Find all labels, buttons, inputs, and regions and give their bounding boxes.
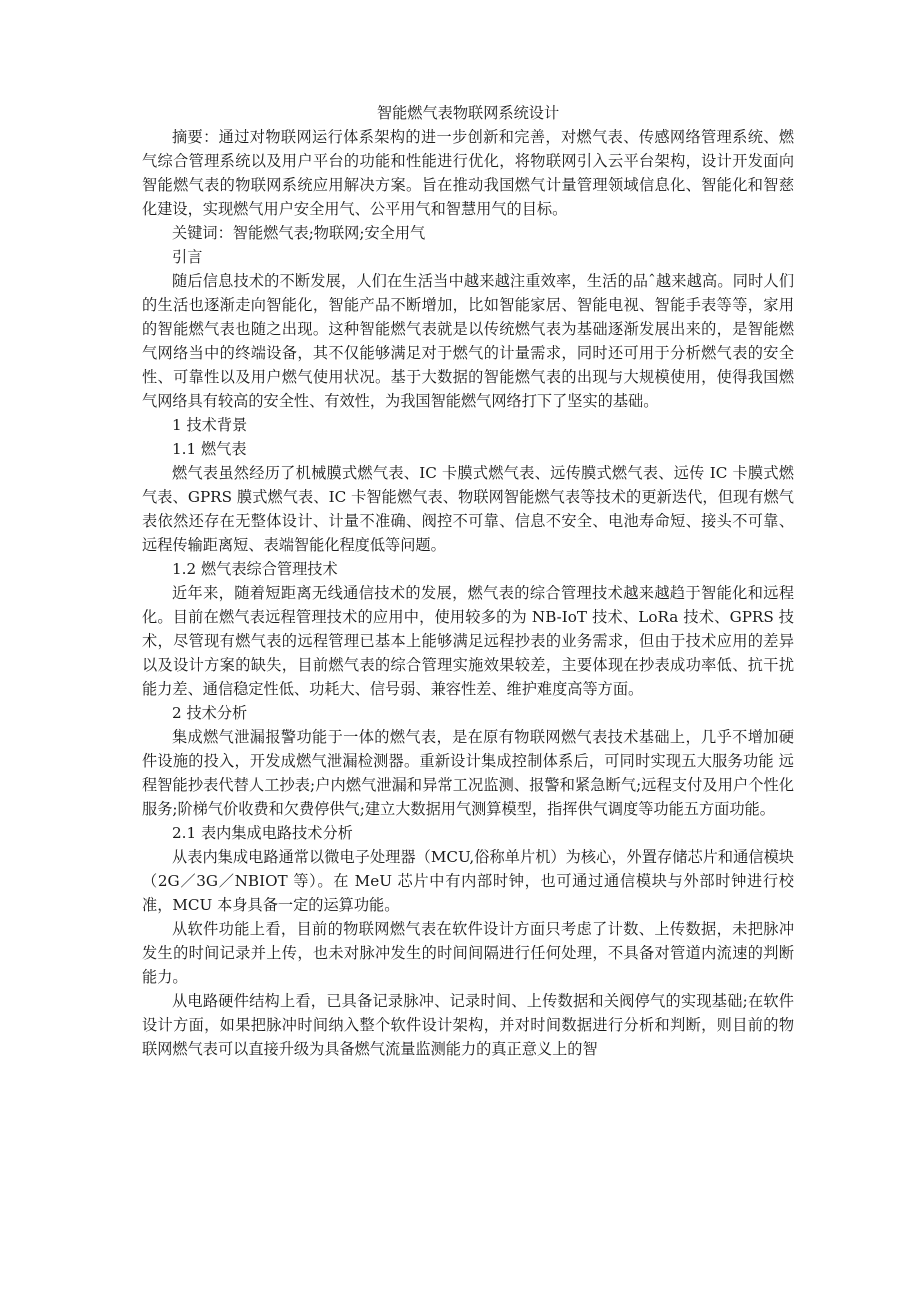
- abstract-paragraph: 摘要：通过对物联网运行体系架构的进一步创新和完善，对燃气表、传感网络管理系统、燃气综合管理系统以及用户平台的功能和性能进行优化，将物联网引入云平台架构，设计开发面向智能燃气表的物联网系统应用解决方案。旨在推动我国燃气计量管理领域信息化、智能化和智慈化建设，实现燃气用户安全用气、公平用气和智慧用气的目标。: [142, 128, 794, 218]
- document-title: 智能燃气表物联网系统设计: [376, 104, 560, 122]
- section-1-1-paragraph: 燃气表虽然经历了机械膜式燃气表、IC 卡膜式燃气表、远传膜式燃气表、远传 IC 卡膜式燃气表、GPRS 膜式燃气表、IC 卡智能燃气表、物联网智能燃气表等技术的更新迭代，但现有燃气表依然还存在无整体设计、计量不准确、阀控不可靠、信息不安全、电池寿命短、接头不可靠、远程传输距离短、表端智能化程度低等问题。: [142, 464, 794, 554]
- intro-paragraph: 随后信息技术的不断发展，人们在生活当中越来越注重效率，生活的品ˆ越来越高。同时人们的生活也逐渐走向智能化，智能产品不断增加，比如智能家居、智能电视、智能手表等等，家用的智能燃气表也随之出现。这种智能燃气表就是以传统燃气表为基础逐渐发展出来的，是智能燃气网络当中的终端设备，其不仅能够满足对于燃气的计量需求，同时还可用于分析燃气表的安全性、可靠性以及用户燃气使用状况。基于大数据的智能燃气表的出现与大规模使用，使得我国燃气网络具有较高的安全性、有效性，为我国智能燃气网络打下了坚实的基础。: [142, 272, 794, 410]
- document-body: [142, 101, 794, 1061]
- section-2-1-paragraph-3: 从电路硬件结构上看，已具备记录脉冲、记录时间、上传数据和关阀停气的实现基础;在软件设计方面，如果把脉冲时间纳入整个软件设计架构，并对时间数据进行分析和判断，则目前的物联网燃气表可以直接升级为具备燃气流量监测能力的真正意义上的智: [142, 992, 794, 1058]
- section-2-1-paragraph-2: 从软件功能上看，目前的物联网燃气表在软件设计方面只考虑了计数、上传数据，未把脉冲发生的时间记录并上传，也未对脉冲发生的时间间隔进行任何处理，不具备对管道内流速的判断能力。: [142, 920, 794, 986]
- section-2-paragraph: 集成燃气泄漏报警功能于一体的燃气表，是在原有物联网燃气表技术基础上，几乎不增加硬件设施的投入，开发成燃气泄漏检测器。重新设计集成控制体系后，可同时实现五大服务功能 远程智能抄表代替人工抄表;户内燃气泄漏和异常工况监测、报警和紧急断气;远程支付及用户个性化服务;阶梯气价收费和欠费停供气;建立大数据用气测算模型，指挥供气调度等功能五方面功能。: [142, 728, 794, 818]
- section-1-2-heading: 1.2 燃气表综合管理技术: [172, 560, 338, 578]
- section-1-1-heading: 1.1 燃气表: [172, 440, 247, 458]
- keywords-line: 关键词：智能燃气表;物联网;安全用气: [172, 224, 426, 242]
- section-1-heading: 1 技术背景: [172, 416, 248, 434]
- section-2-1-paragraph-1: 从表内集成电路通常以微电子处理器（MCU,俗称单片机）为核心，外置存储芯片和通信模块（2G／3G／NBIOT 等）。在 MeU 芯片中有内部时钟，也可通过通信模块与外部时钟进行校准，MCU 本身具备一定的运算功能。: [142, 848, 794, 914]
- section-2-1-heading: 2.1 表内集成电路技术分析: [172, 824, 353, 842]
- intro-heading: 引言: [172, 248, 203, 266]
- section-2-heading: 2 技术分析: [172, 704, 248, 722]
- section-1-2-paragraph: 近年来，随着短距离无线通信技术的发展，燃气表的综合管理技术越来越趋于智能化和远程化。目前在燃气表远程管理技术的应用中，使用较多的为 NB-IoT 技术、LoRa 技术、GPRS 技术，尽管现有燃气表的远程管理已基本上能够满足远程抄表的业务需求，但由于技术应用的差异以及设计方案的缺失，目前燃气表的综合管理实施效果较差，主要体现在抄表成功率低、抗干扰能力差、通信稳定性低、功耗大、信号弱、兼容性差、维护难度高等方面。: [142, 584, 794, 698]
